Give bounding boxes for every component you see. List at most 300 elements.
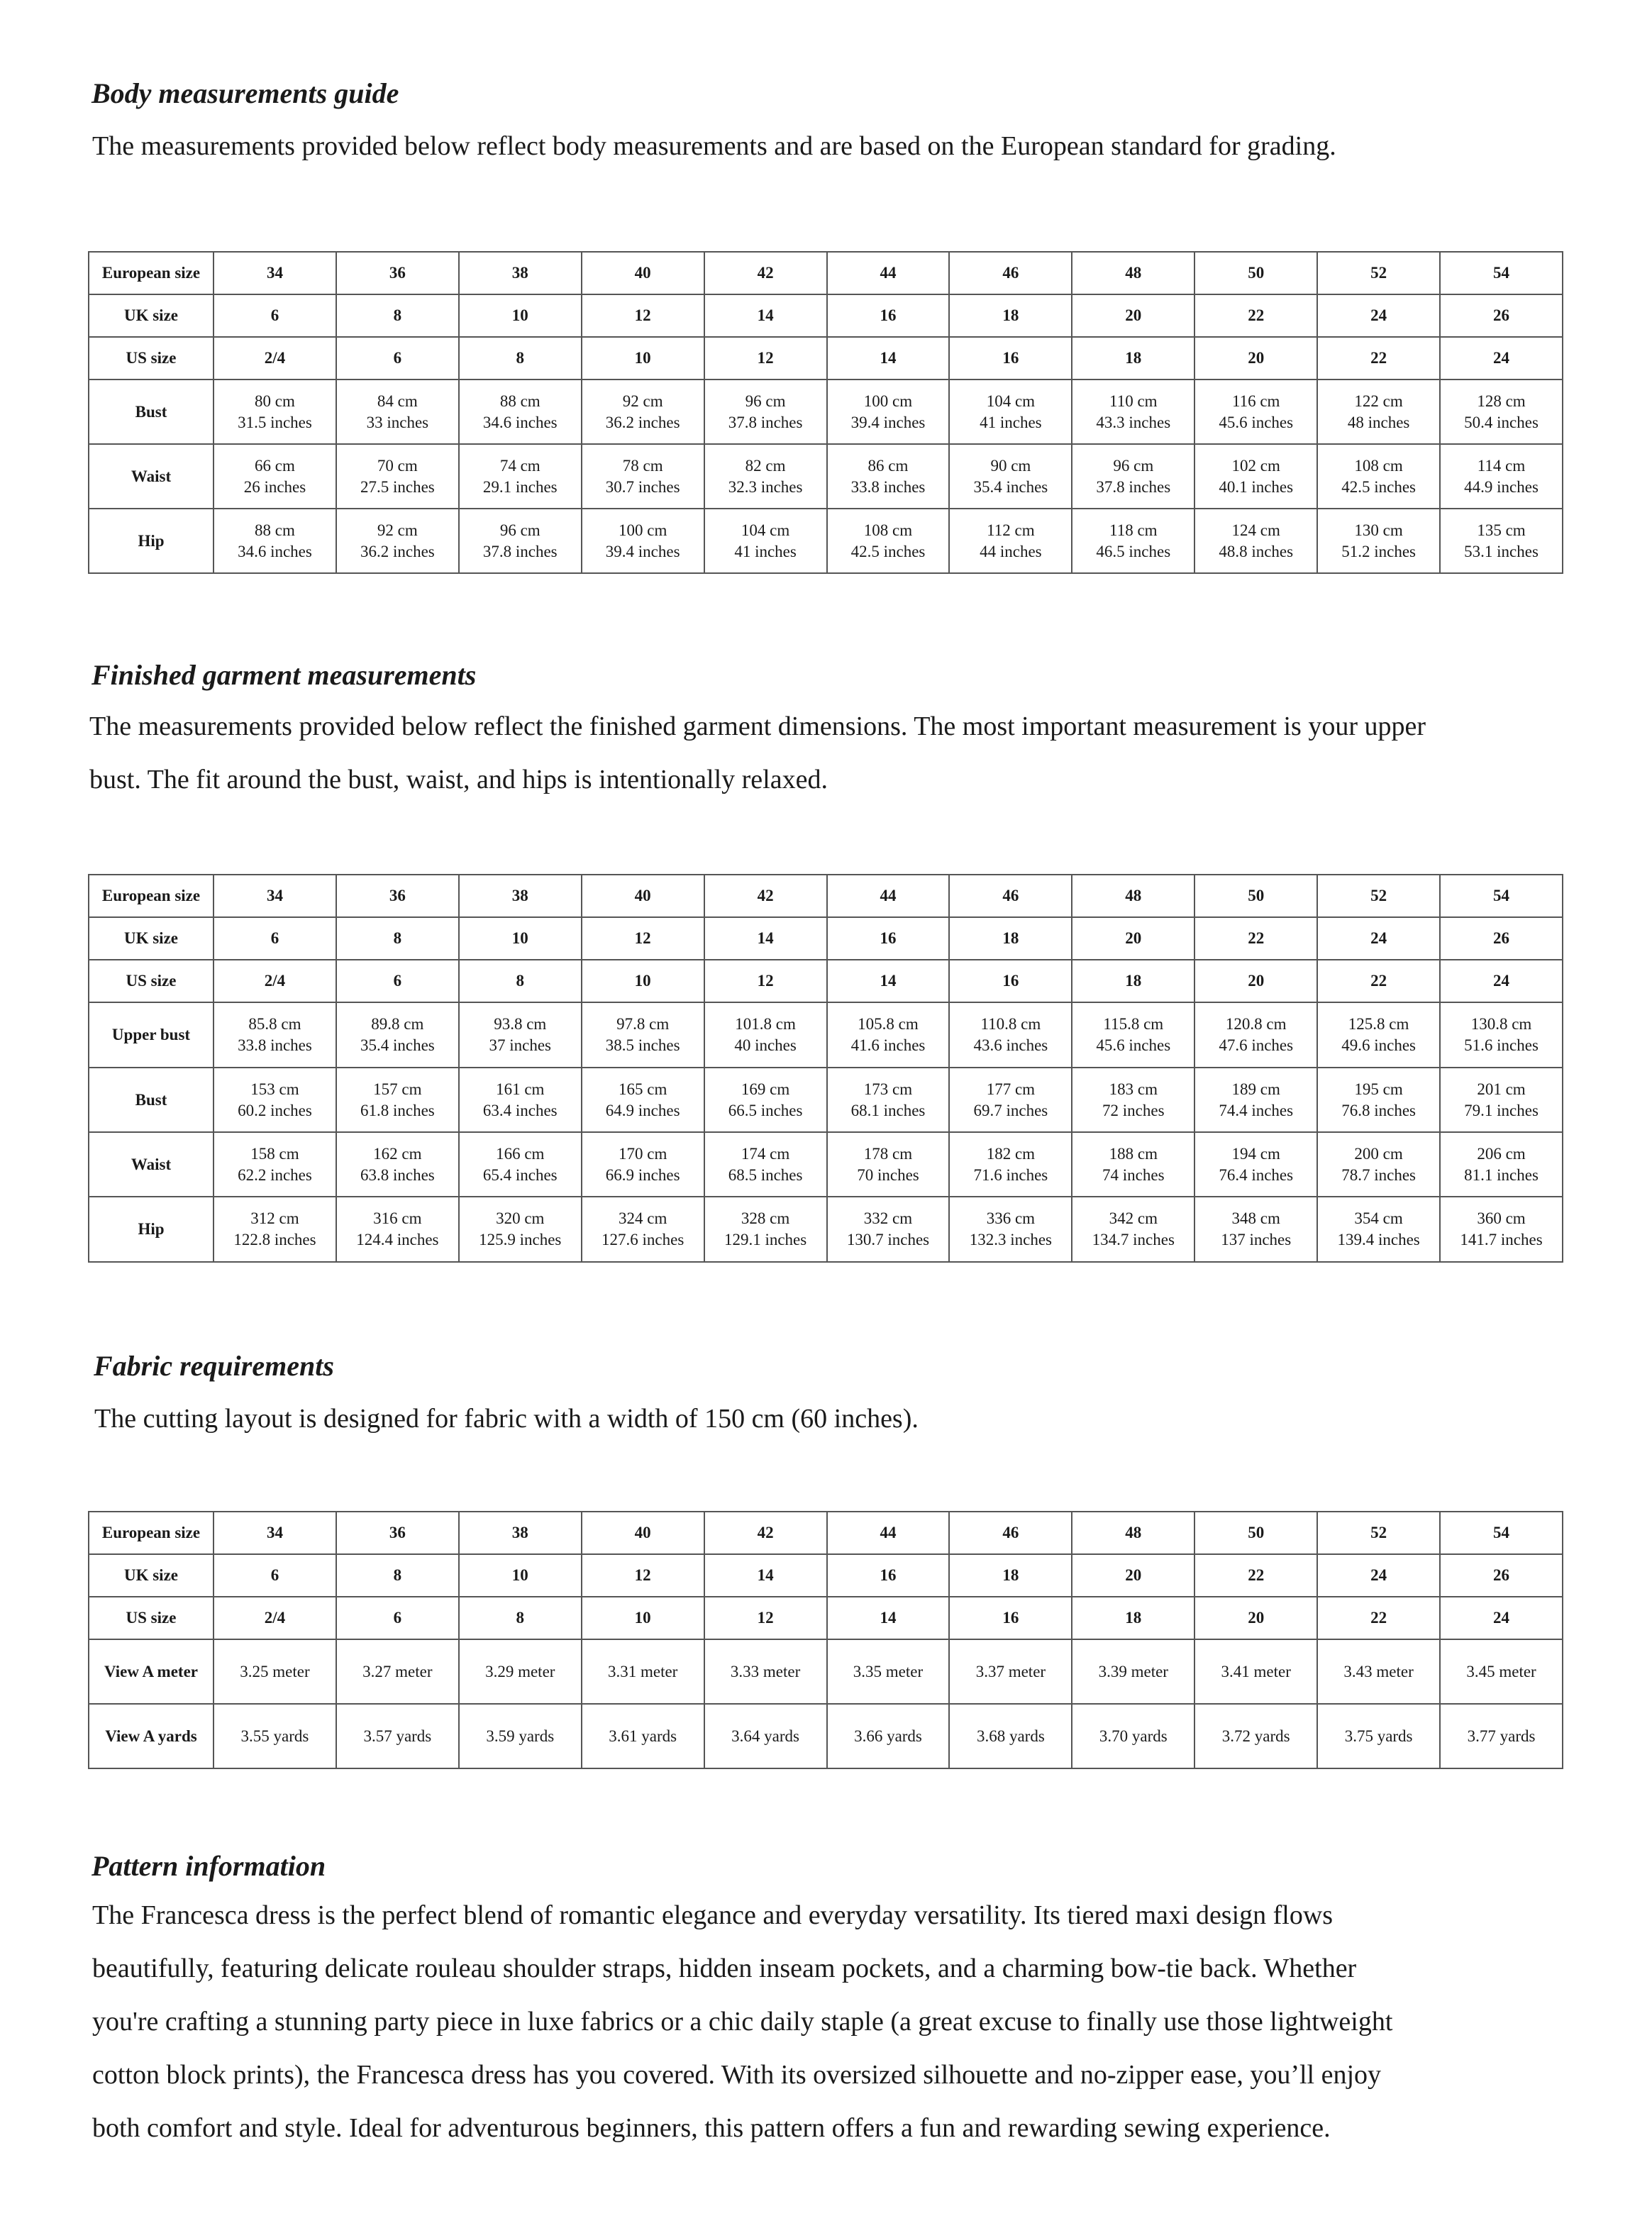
table-cell xyxy=(1194,380,1317,444)
table-cell: 14 xyxy=(827,337,950,380)
cell-cm: 183 cm xyxy=(1109,1080,1158,1098)
cell-inches: 34.6 inches xyxy=(238,542,312,560)
cell-cm: 82 cm xyxy=(745,456,786,475)
table-cell: 3.33 meter xyxy=(704,1639,827,1704)
table-cell: 42 xyxy=(704,252,827,294)
table-row xyxy=(89,917,1563,960)
table-cell xyxy=(459,1002,582,1068)
cell-cm: 130.8 cm xyxy=(1470,1015,1532,1033)
table-cell xyxy=(582,509,704,573)
table-cell: 10 xyxy=(582,337,704,380)
cell-inches: 141.7 inches xyxy=(1460,1231,1543,1248)
table-cell xyxy=(704,509,827,573)
cell-cm: 96 cm xyxy=(499,521,540,539)
table-cell: 40 xyxy=(582,252,704,294)
table-cell: 8 xyxy=(336,294,459,337)
table-cell xyxy=(459,1132,582,1197)
cell-cm: 86 cm xyxy=(867,456,909,475)
cell-inches: 43.6 inches xyxy=(973,1036,1048,1054)
table-cell xyxy=(214,1197,336,1262)
cell-cm: 188 cm xyxy=(1109,1144,1158,1163)
cell-inches: 74.4 inches xyxy=(1219,1101,1294,1119)
table-cell: 54 xyxy=(1440,1512,1563,1554)
table-cell xyxy=(827,1132,950,1197)
table-cell: 3.55 yards xyxy=(214,1704,336,1768)
table-cell xyxy=(336,444,459,509)
table-cell: 18 xyxy=(949,294,1072,337)
table-cell: 6 xyxy=(336,1597,459,1639)
table-cell: 44 xyxy=(827,252,950,294)
table-cell: 2/4 xyxy=(214,337,336,380)
table-cell xyxy=(1317,444,1440,509)
table-cell xyxy=(949,380,1072,444)
table-cell xyxy=(459,1068,582,1132)
table-cell: 3.57 yards xyxy=(336,1704,459,1768)
cell-inches: 79.1 inches xyxy=(1464,1101,1539,1119)
table-cell xyxy=(1194,1132,1317,1197)
cell-cm: 201 cm xyxy=(1477,1080,1526,1098)
cell-cm: 324 cm xyxy=(618,1209,667,1227)
table-cell: 24 xyxy=(1317,917,1440,960)
table-cell: 36 xyxy=(336,875,459,917)
table-cell xyxy=(949,444,1072,509)
table-row xyxy=(89,1132,1563,1197)
cell-inches: 60.2 inches xyxy=(238,1101,312,1119)
table-cell: 48 xyxy=(1072,1512,1194,1554)
table-cell: 38 xyxy=(459,875,582,917)
cell-inches: 130.7 inches xyxy=(846,1231,930,1248)
cell-inches: 42.5 inches xyxy=(850,542,926,560)
cell-cm: 348 cm xyxy=(1231,1209,1280,1227)
table-cell: 3.45 meter xyxy=(1440,1639,1563,1704)
table-cell xyxy=(1440,380,1563,444)
pattern-text-line: cotton block prints), the Francesca dress has you covered. With its oversized silhouette and no-zipper ease, you’ll enjoy xyxy=(92,2060,1382,2090)
table-cell: 6 xyxy=(214,294,336,337)
table-row xyxy=(89,1639,1563,1704)
table-cell: 22 xyxy=(1317,960,1440,1002)
cell-cm: 100 cm xyxy=(618,521,667,539)
table-cell xyxy=(582,1002,704,1068)
cell-inches: 26 inches xyxy=(243,477,306,496)
body-measurements-intro: The measurements provided below reflect body measurements and are based on the European standard for grading. xyxy=(92,131,1336,161)
table-cell xyxy=(1072,1197,1194,1262)
table-cell xyxy=(949,509,1072,573)
cell-inches: 32.3 inches xyxy=(728,477,803,496)
table-cell xyxy=(336,380,459,444)
table-row xyxy=(89,337,1563,380)
pattern-text-line: both comfort and style. Ideal for adventurous beginners, this pattern offers a fun and rewarding sewing experience. xyxy=(92,2113,1331,2143)
table-cell: 10 xyxy=(582,960,704,1002)
table-row xyxy=(89,252,1563,294)
table-cell: 10 xyxy=(582,1597,704,1639)
table-cell: 12 xyxy=(582,917,704,960)
table-row xyxy=(89,444,1563,509)
table-cell xyxy=(949,1197,1072,1262)
pattern-information-text xyxy=(92,1900,1392,2166)
pattern-information-title: Pattern information xyxy=(92,1850,326,1882)
table-cell xyxy=(582,444,704,509)
cell-cm: 105.8 cm xyxy=(858,1015,919,1033)
table-cell: 24 xyxy=(1440,1597,1563,1639)
table-cell: 3.61 yards xyxy=(582,1704,704,1768)
table-row xyxy=(89,294,1563,337)
table-cell: 6 xyxy=(214,917,336,960)
cell-cm: 128 cm xyxy=(1477,392,1526,410)
table-cell: 16 xyxy=(827,917,950,960)
cell-inches: 132.3 inches xyxy=(969,1231,1053,1248)
pattern-text-line: you're crafting a stunning party piece in luxe fabrics or a chic daily staple (a great excuse to finally use those lightweight xyxy=(92,2007,1393,2037)
row-label: View A yards xyxy=(89,1704,214,1768)
cell-cm: 174 cm xyxy=(741,1144,790,1163)
table-cell: 20 xyxy=(1072,1554,1194,1597)
table-cell xyxy=(1440,1197,1563,1262)
cell-cm: 173 cm xyxy=(863,1080,913,1098)
cell-cm: 312 cm xyxy=(250,1209,299,1227)
table-cell xyxy=(582,1132,704,1197)
table-cell: 3.43 meter xyxy=(1317,1639,1440,1704)
row-label: View A meter xyxy=(89,1639,214,1704)
cell-cm: 84 cm xyxy=(377,392,418,410)
table-cell: 14 xyxy=(704,917,827,960)
table-cell: 20 xyxy=(1194,337,1317,380)
cell-inches: 39.4 inches xyxy=(850,413,926,431)
cell-inches: 137 inches xyxy=(1221,1231,1292,1248)
cell-cm: 118 cm xyxy=(1109,521,1158,539)
cell-cm: 104 cm xyxy=(986,392,1036,410)
cell-inches: 78.7 inches xyxy=(1341,1165,1416,1184)
cell-inches: 49.6 inches xyxy=(1341,1036,1416,1054)
cell-inches: 44 inches xyxy=(980,542,1042,560)
table-cell xyxy=(1072,1132,1194,1197)
table-row xyxy=(89,1068,1563,1132)
fabric-requirements-table xyxy=(88,1511,1563,1769)
table-cell: 50 xyxy=(1194,252,1317,294)
cell-inches: 41 inches xyxy=(980,413,1042,431)
cell-inches: 50.4 inches xyxy=(1464,413,1539,431)
cell-inches: 65.4 inches xyxy=(482,1165,558,1184)
table-row xyxy=(89,380,1563,444)
cell-inches: 37.8 inches xyxy=(482,542,558,560)
row-label: UK size xyxy=(89,294,214,337)
cell-cm: 66 cm xyxy=(255,456,295,475)
row-label: Hip xyxy=(89,509,214,573)
table-cell: 44 xyxy=(827,875,950,917)
cell-cm: 182 cm xyxy=(986,1144,1036,1163)
table-cell xyxy=(1440,444,1563,509)
table-cell: 12 xyxy=(704,960,827,1002)
table-cell xyxy=(336,1132,459,1197)
table-cell: 3.75 yards xyxy=(1317,1704,1440,1768)
table-cell: 12 xyxy=(704,337,827,380)
table-cell xyxy=(459,444,582,509)
table-cell xyxy=(1194,1002,1317,1068)
table-cell: 20 xyxy=(1072,294,1194,337)
table-cell: 50 xyxy=(1194,875,1317,917)
cell-cm: 96 cm xyxy=(1113,456,1154,475)
table-cell: 22 xyxy=(1194,294,1317,337)
cell-inches: 72 inches xyxy=(1102,1101,1165,1119)
row-label: US size xyxy=(89,960,214,1002)
cell-inches: 48.8 inches xyxy=(1219,542,1294,560)
table-cell: 52 xyxy=(1317,875,1440,917)
table-cell xyxy=(704,1132,827,1197)
table-cell: 44 xyxy=(827,1512,950,1554)
table-cell: 34 xyxy=(214,252,336,294)
cell-inches: 64.9 inches xyxy=(605,1101,680,1119)
cell-cm: 90 cm xyxy=(990,456,1031,475)
table-cell: 3.77 yards xyxy=(1440,1704,1563,1768)
table-cell: 24 xyxy=(1440,337,1563,380)
table-cell xyxy=(1194,444,1317,509)
cell-inches: 139.4 inches xyxy=(1337,1231,1420,1248)
cell-cm: 157 cm xyxy=(373,1080,422,1098)
cell-cm: 112 cm xyxy=(987,521,1035,539)
cell-inches: 124.4 inches xyxy=(356,1231,439,1248)
table-cell: 26 xyxy=(1440,1554,1563,1597)
table-cell: 18 xyxy=(949,1554,1072,1597)
cell-inches: 30.7 inches xyxy=(605,477,680,496)
table-cell: 6 xyxy=(336,960,459,1002)
table-cell: 40 xyxy=(582,875,704,917)
row-label: Bust xyxy=(89,380,214,444)
table-cell xyxy=(827,1002,950,1068)
table-cell xyxy=(336,1197,459,1262)
cell-cm: 100 cm xyxy=(863,392,913,410)
cell-cm: 194 cm xyxy=(1231,1144,1280,1163)
cell-inches: 71.6 inches xyxy=(973,1165,1048,1184)
cell-inches: 68.1 inches xyxy=(850,1101,926,1119)
table-cell: 16 xyxy=(827,294,950,337)
table-cell: 10 xyxy=(459,1554,582,1597)
table-cell: 20 xyxy=(1194,960,1317,1002)
table-cell xyxy=(704,1197,827,1262)
table-cell: 50 xyxy=(1194,1512,1317,1554)
table-cell: 12 xyxy=(704,1597,827,1639)
table-row xyxy=(89,1597,1563,1639)
table-cell xyxy=(704,1002,827,1068)
table-cell: 18 xyxy=(1072,960,1194,1002)
cell-cm: 162 cm xyxy=(373,1144,422,1163)
table-cell: 16 xyxy=(949,960,1072,1002)
table-cell: 24 xyxy=(1317,1554,1440,1597)
table-cell: 18 xyxy=(1072,337,1194,380)
table-cell: 10 xyxy=(459,917,582,960)
cell-cm: 169 cm xyxy=(741,1080,790,1098)
cell-inches: 44.9 inches xyxy=(1464,477,1539,496)
table-cell: 8 xyxy=(459,337,582,380)
cell-inches: 45.6 inches xyxy=(1096,1036,1171,1054)
table-cell xyxy=(827,509,950,573)
cell-cm: 110.8 cm xyxy=(980,1015,1041,1033)
table-cell: 3.27 meter xyxy=(336,1639,459,1704)
cell-cm: 110 cm xyxy=(1109,392,1158,410)
table-row xyxy=(89,1512,1563,1554)
table-cell: 36 xyxy=(336,1512,459,1554)
table-row xyxy=(89,1002,1563,1068)
cell-inches: 127.6 inches xyxy=(602,1231,684,1248)
cell-cm: 206 cm xyxy=(1477,1144,1526,1163)
table-cell: 18 xyxy=(1072,1597,1194,1639)
cell-inches: 36.2 inches xyxy=(360,542,435,560)
cell-inches: 48 inches xyxy=(1347,413,1410,431)
cell-cm: 114 cm xyxy=(1477,456,1526,475)
garment-intro-line: bust. The fit around the bust, waist, and hips is intentionally relaxed. xyxy=(89,765,828,794)
table-cell: 3.72 yards xyxy=(1194,1704,1317,1768)
table-cell: 34 xyxy=(214,1512,336,1554)
cell-inches: 63.8 inches xyxy=(360,1165,435,1184)
table-cell xyxy=(1317,509,1440,573)
table-cell: 20 xyxy=(1194,1597,1317,1639)
table-row xyxy=(89,1704,1563,1768)
table-cell: 16 xyxy=(949,337,1072,380)
cell-cm: 316 cm xyxy=(373,1209,422,1227)
table-cell xyxy=(949,1068,1072,1132)
cell-cm: 360 cm xyxy=(1477,1209,1526,1227)
cell-cm: 120.8 cm xyxy=(1225,1015,1287,1033)
table-cell: 42 xyxy=(704,1512,827,1554)
table-row xyxy=(89,509,1563,573)
cell-cm: 158 cm xyxy=(250,1144,299,1163)
cell-inches: 76.8 inches xyxy=(1341,1101,1416,1119)
cell-inches: 31.5 inches xyxy=(238,413,312,431)
table-cell: 8 xyxy=(336,1554,459,1597)
garment-measurements-title: Finished garment measurements xyxy=(92,659,477,691)
cell-cm: 124 cm xyxy=(1231,521,1280,539)
cell-cm: 92 cm xyxy=(377,521,418,539)
cell-cm: 165 cm xyxy=(618,1080,667,1098)
table-cell xyxy=(949,1132,1072,1197)
table-cell xyxy=(336,1068,459,1132)
table-row xyxy=(89,875,1563,917)
table-cell: 14 xyxy=(704,294,827,337)
table-cell: 3.25 meter xyxy=(214,1639,336,1704)
cell-cm: 125.8 cm xyxy=(1348,1015,1409,1033)
table-cell xyxy=(1194,1068,1317,1132)
fabric-requirements-title: Fabric requirements xyxy=(94,1350,334,1382)
row-label: Hip xyxy=(89,1197,214,1262)
table-cell: 46 xyxy=(949,1512,1072,1554)
table-cell xyxy=(214,1002,336,1068)
table-cell xyxy=(1072,444,1194,509)
cell-cm: 336 cm xyxy=(986,1209,1036,1227)
table-cell: 38 xyxy=(459,252,582,294)
table-row xyxy=(89,1554,1563,1597)
table-cell: 14 xyxy=(827,1597,950,1639)
cell-inches: 74 inches xyxy=(1102,1165,1165,1184)
cell-inches: 37.8 inches xyxy=(1096,477,1171,496)
table-cell: 3.68 yards xyxy=(949,1704,1072,1768)
cell-inches: 125.9 inches xyxy=(479,1231,562,1248)
cell-inches: 39.4 inches xyxy=(605,542,680,560)
row-label: UK size xyxy=(89,1554,214,1597)
table-cell: 48 xyxy=(1072,875,1194,917)
table-cell: 3.70 yards xyxy=(1072,1704,1194,1768)
table-cell xyxy=(214,1132,336,1197)
cell-cm: 88 cm xyxy=(499,392,540,410)
table-cell: 46 xyxy=(949,875,1072,917)
table-cell: 54 xyxy=(1440,252,1563,294)
garment-measurements-intro xyxy=(89,711,1426,795)
table-cell: 2/4 xyxy=(214,960,336,1002)
table-cell xyxy=(1194,1197,1317,1262)
table-cell: 8 xyxy=(459,1597,582,1639)
cell-inches: 51.6 inches xyxy=(1464,1036,1539,1054)
cell-cm: 115.8 cm xyxy=(1103,1015,1164,1033)
body-measurements-title: Body measurements guide xyxy=(92,77,399,109)
table-cell xyxy=(1317,1132,1440,1197)
table-cell xyxy=(1317,1002,1440,1068)
cell-inches: 40.1 inches xyxy=(1219,477,1294,496)
table-cell: 26 xyxy=(1440,294,1563,337)
cell-cm: 85.8 cm xyxy=(248,1015,301,1033)
table-cell xyxy=(459,380,582,444)
table-cell xyxy=(704,1068,827,1132)
table-cell xyxy=(1440,1132,1563,1197)
table-cell: 14 xyxy=(827,960,950,1002)
cell-inches: 46.5 inches xyxy=(1096,542,1171,560)
table-cell xyxy=(459,509,582,573)
table-cell: 22 xyxy=(1194,917,1317,960)
cell-inches: 76.4 inches xyxy=(1219,1165,1294,1184)
table-cell: 40 xyxy=(582,1512,704,1554)
table-cell xyxy=(1072,509,1194,573)
table-cell xyxy=(827,380,950,444)
cell-cm: 108 cm xyxy=(1354,456,1403,475)
cell-inches: 36.2 inches xyxy=(605,413,680,431)
cell-cm: 97.8 cm xyxy=(616,1015,670,1033)
table-cell: 24 xyxy=(1440,960,1563,1002)
garment-intro-line: The measurements provided below reflect the finished garment dimensions. The most important measurement is your upper xyxy=(89,711,1426,741)
cell-inches: 33.8 inches xyxy=(850,477,926,496)
cell-cm: 93.8 cm xyxy=(494,1015,547,1033)
table-cell xyxy=(1072,1002,1194,1068)
table-cell: 26 xyxy=(1440,917,1563,960)
cell-cm: 161 cm xyxy=(496,1080,545,1098)
cell-cm: 354 cm xyxy=(1354,1209,1403,1227)
cell-cm: 328 cm xyxy=(741,1209,790,1227)
row-label: European size xyxy=(89,252,214,294)
cell-inches: 134.7 inches xyxy=(1092,1231,1175,1248)
table-cell xyxy=(214,1068,336,1132)
table-cell xyxy=(949,1002,1072,1068)
cell-cm: 166 cm xyxy=(496,1144,545,1163)
table-cell: 3.37 meter xyxy=(949,1639,1072,1704)
cell-inches: 53.1 inches xyxy=(1464,542,1539,560)
pattern-text-line: beautifully, featuring delicate rouleau shoulder straps, hidden inseam pockets, and a charming bow-tie back. Whether xyxy=(92,1954,1357,1983)
cell-cm: 189 cm xyxy=(1231,1080,1280,1098)
cell-cm: 200 cm xyxy=(1354,1144,1403,1163)
table-cell: 12 xyxy=(582,1554,704,1597)
table-cell: 10 xyxy=(459,294,582,337)
cell-inches: 129.1 inches xyxy=(724,1231,807,1248)
cell-inches: 40 inches xyxy=(734,1036,797,1054)
table-cell: 54 xyxy=(1440,875,1563,917)
cell-cm: 104 cm xyxy=(741,521,790,539)
table-cell: 3.66 yards xyxy=(827,1704,950,1768)
table-cell: 36 xyxy=(336,252,459,294)
table-cell xyxy=(704,380,827,444)
table-cell: 52 xyxy=(1317,1512,1440,1554)
cell-inches: 33.8 inches xyxy=(238,1036,312,1054)
pattern-text-line: The Francesca dress is the perfect blend of romantic elegance and everyday versatility. Its tiered maxi design flows xyxy=(92,1900,1334,1930)
cell-cm: 70 cm xyxy=(377,456,418,475)
table-cell: 22 xyxy=(1317,1597,1440,1639)
table-cell: 52 xyxy=(1317,252,1440,294)
table-cell xyxy=(704,444,827,509)
table-cell: 20 xyxy=(1072,917,1194,960)
row-label: US size xyxy=(89,1597,214,1639)
cell-inches: 62.2 inches xyxy=(238,1165,312,1184)
